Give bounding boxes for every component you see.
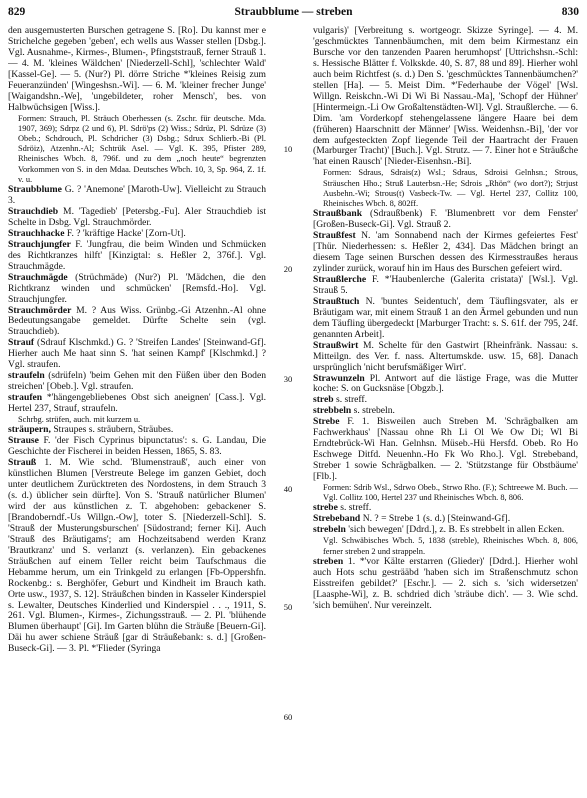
dictionary-entry [8,371,266,393]
dictionary-entry [313,525,578,536]
entry-definition: *'hängengebliebenes Obst sich aneignen' [Cass.]. Vgl. Hertel 237, Strauf, straufeln. [8,392,266,415]
dictionary-entry [8,273,266,306]
entry-definition: N. ? = Strebe 1 (s. d.) [Steinwand-Gf]. [362,513,511,525]
entry-forms-note [313,483,578,503]
dictionary-entry [313,297,578,341]
page-number-left: 829 [8,6,26,18]
entry-continuation [313,26,578,168]
entry-headword: straufeln [8,370,45,382]
dictionary-entry [8,207,266,229]
line-number: 50 [283,602,293,612]
entry-headword: strebe [313,502,338,514]
dictionary-entry [8,436,266,458]
entry-headword: Strauchdieb [8,205,59,217]
entry-headword: Strauchhacke [8,227,65,239]
entry-headword: Strauchjungfer [8,238,71,250]
entry-headword: Straußwirt [313,339,359,351]
entry-forms-note [313,168,578,209]
entry-definition: 'sich bewegen' [Ddrd.], z. B. Es strebbelt in allen Ecken. [348,524,565,536]
entry-headword: strebeln [313,524,346,536]
entry-forms-note [313,536,578,556]
entry-definition: vulgaris)' [Verbreitung s. wortgeogr. Skizze Syringe]. — 4. M. 'geschmücktes Tannenbäumchen, mit dem beim Kirmestanz ein Bursche vor den tanzenden Paaren herumhopst' [Uttrichshsn.-Schl: s. Hessische Blätter f. Volkskde. 40, S. 87, 88 und 89]. Hierher wohl auch beim Richtfest (s. d.) Den S. 'geschmücktes Tannenbäumchen?' stellen [Ha]. — 5. Meist Dim. *'Federhaube der Vögel' [Wsl. Willgn. Reiskchn.-Wi Di Wi Bi Nassau.-Ma], 'Schopf der Hühner' [Hintermeign.-Li Ow Großaltenstädten-Wl]. Vgl. Straußlerche. — 6. Dim. 'am Vorderkopf stehengelassene längere Haare bei dem (früheren) Haarschnitt der Männer' [Wiss. Weidenhsn.-Bi], 'der vor dem aufgesteckten Zopf liegende Teil der Haartracht der Frauen (Marburger Tracht)' [Buch.]. Vgl. Strutz. — 7. Einer hot e Sträußche 'hat einen Rausch' [Nieder-Eisenhsn.-Bi]. [313,26,578,168]
entry-definition: s. streff. [340,502,372,514]
dictionary-entry [313,374,578,396]
entry-definition: (Sdrauf Klschmkd.) G. ? 'Streifen Landes' [Steinwand-Gf]. Hierher auch Me haat sinn S. 'hat seinen Kampf' [Klschmkd.] ? Vgl. straufen. [8,337,266,371]
entry-headword: Strauf [8,337,35,349]
entry-forms-note [8,114,266,185]
right-column [313,26,578,792]
entry-headword: straufen [8,392,43,404]
note-text: Formen: Strauch, Pl. Sträuch Oberhessen (s. Zschr. für deutsche. Mda. 1907, 369); Sdrpz (2 und 6), Pl. Sdrö'ps (2) Wiss.; Sdrüz, Pl. Sdrüze (3) Obeb.; Schdrouch, Pl. Schdricher (3) Dsbg.; Sdrux Schlierb.-Bi (Pl. Sdröiz), Atzenhn.-Al; Schtrük Asel. — Vgl. K. 395, Pfister 289, Rheinisches Wbch. 8, 796f. und zu dem „noch heute“ begrenzten Vorkommen von S. in den Mdaa. Deutsches Wbch. 10, 3, Sp. 964, Z. 1f. v. u. [18,113,266,184]
dictionary-entry [313,341,578,374]
entry-definition: den ausgemusterten Burschen getragene S. [Ro]. Du kannst mer e Strichelche gegeben 'geben', ech wells aus Wasser stellen [Dsbg.]. Vgl. Ausnahme-, Kirmes-, Blumen-, Pfingststrauß, ferner Strauß 1. — 4. M. 'kleines Wäldchen' [Niederzell-Schl], 'schlechter Wald' [Kassel-Ge]. — 5. (Nur?) Pl. dörre Striche *'kleines Reisig zum Feueranzünden' [Wingeshsn.-Wi]. — 6. M. 'kleiner frecher Junge' [Waigandshn.-We], 'ungebildeter, roher Mensch', bes. von Halbwüchsigen [Wiss.]. [8,26,266,113]
entry-headword: streben [313,555,344,567]
page-number-right: 830 [561,6,579,18]
entry-definition: G. ? 'Anemone' [Maroth-Uw]. Vielleicht zu Strauch 3. [8,184,266,206]
entry-definition: M. ? Aus Wiss. Grünbg.-Gi Atzenhn.-Al ohne Bedeutungsangabe gemeldet. Dürfte Schelte sein (vgl. Strauchdieb). [8,304,266,338]
dictionary-entry [8,393,266,415]
entry-definition: N. 'am Sonnabend nach der Kirmes gefeiertes Fest' [Thür. Niederhessen: s. Heßler 2, 434]. Das Mädchen bringt an diesem Tage seinen Burschen dessen des Kirmesstraußes heraus zylinder zurück, worauf hin im Haus des Burschen gefeiert wird. [313,230,578,274]
entry-headword: streb [313,394,334,406]
entry-definition: N. 'buntes Seidentuch', dem Täuflingsvater, als er Bräutigam war, mit einem Strauß 1 an den Ärmel gebunden und nun dem Täufling übergedeckt [Marburger Tracht: s. S. 61f. der 795, 24f. genannten Arbeit]. [313,295,578,340]
entry-definition: F. 1. Bisweilen auch Streben M. 'Schrägbalken am Fachwerkhaus' [Nassau ohne Rh Li Ol We Ow Di; Wl Bi Erndtebrück-Wi Han. Gelnhsn. Müseb.-Hü Hersfd. Obeb. Ro Ho Eschwege Ditfd. Neuenhn.-Ho Fk Wo Rho.]. Vgl. Strebeband, Streber 1 sowie Schrägbalken. — 2. 'Stützstange für Obstbäume' [Flb.]. [313,416,578,483]
entry-headword: Strauchmägde [8,271,68,283]
dictionary-entry [313,417,578,483]
entry-definition: (Sdraußbenk) F. 'Blumenbrett vor dem Fenster' [Großen-Buseck-Gi]. Vgl. Strauß 2. [313,208,578,231]
line-number-gutter [268,26,308,792]
entry-headword: Straußlerche [313,273,367,285]
entry-headword: Strause [8,435,39,447]
dictionary-entry [313,275,578,297]
entry-headword: sträupern, [8,424,51,436]
dictionary-entry [313,209,578,231]
entry-definition: (sdrüfeln) 'beim Gehen mit den Füßen über den Boden streichen' [Obeb.]. Vgl. straufen. [8,370,266,393]
dictionary-entry [8,306,266,339]
note-text: Schrbg. strüfen, auch. mit kurzem u. [18,415,141,425]
entry-definition: (Strüchmäde) (Nur?) Pl. 'Mädchen, die den Richtkranz winden und schmücken' [Remsfd.-Ho]. Vgl. Strauchjungfer. [8,271,266,305]
entry-headword: Strebeband [313,513,361,525]
entry-continuation [8,26,266,114]
entry-headword: strebbeln [313,405,352,417]
line-number: 40 [283,484,293,494]
entry-definition: Straupes s. sträubern, Sträubes. [53,424,174,436]
entry-definition: F. 'Jungfrau, die beim Winden und Schmücken des Richtkranzes hilft' [Kinzigtal: s. Heßler 2, 376f.]. Vgl. Strauchmägde. [8,238,266,272]
note-text: Formen: Sdrib Wsl., Sdrwo Obeb., Strwo Rho. (F.); Schtreewe M. Buch. — Vgl. Collitz 100, Hertel 237 und Rheinisches Wbch. 8, 806. [323,483,578,503]
entry-definition: F. ? 'kräftige Hacke' [Zorn-Ut]. [66,227,186,239]
entry-definition: M. 'Tagedieb' [Petersbg.-Fu]. Aler Strauchdieb ist Schelte in Dsbg. Vgl. Strauchmörder. [8,205,266,228]
entry-headword: Straubblume [8,184,62,196]
entry-definition: F. 'der Fisch Cyprinus bipunctatus': s. G. Landau, Die Geschichte der Fischerei in beiden Hessen, 1865, S. 83. [8,435,266,458]
entry-definition: 1. *'vor Kälte erstarren (Glieder)' [Ddrd.]. Hierher wohl auch Hots schu gesträäbd 'haben sich im Straßenschmutz schon Eisstreifen gebildet?' [Eschr.]. — 2. sich s. 'sich widersetzen' [Laasphe-Wi], z. B. schdried dich 'sträube dich'. — 3. Wie schd. 'sich bemühen'. Nur vereinzelt. [313,555,578,611]
entry-headword: Strauchmörder [8,304,72,316]
line-number: 10 [283,144,293,154]
entry-headword: Straußbank [313,208,363,220]
line-number: 20 [283,264,293,274]
entry-definition: s. strebeln. [353,405,395,417]
dictionary-entry [8,240,266,273]
entry-definition: Pl. Antwort auf die lästige Frage, was die Mutter koche: S. on Gucksnäse [Obgzb.]. [313,372,578,395]
dictionary-entry [313,557,578,612]
line-number: 60 [283,712,293,722]
dictionary-entry [313,231,578,275]
entry-headword: Straußfest [313,230,356,242]
entry-definition: M. Schelte für den Gastwirt [Rheinfränk. Nassau: s. Mitteilgn. des Ver. f. nass. Altertumskde. usw. 15, 68]. Danach ursprünglich 'nicht berufsmäßiger Wirt'. [313,339,578,373]
running-title: Straubblume — streben [234,6,353,18]
note-text: Formen: Sdraus, Sdrais(z) Wsl.; Sdraus, Sdroisi Gelnhsn.; Strous, Sträuschen Hho.; Struß Lauterbsn.-He; Sdrois „Rhön“ (wo dort?); Strjust Ausbehn.-Wi; Strous(t) Vasbeck-Tw. — Vgl. Hertel 237, Collitz 100, Rheinisches Wbch. 8, 802ff. [323,168,578,208]
dictionary-entry [8,458,266,655]
line-number: 30 [283,374,293,384]
entry-headword: Strawunzeln [313,372,365,384]
note-text: Vgl. Schwäbisches Wbch. 5, 1838 (streble), Rheinisches Wbch. 8, 806, ferner streben 2 und strappeln. [323,536,578,556]
entry-definition: 1. M. Wie schd. 'Blumenstrauß', auch einer von künstlichen Blumen [Verstreute Belege im ganzen Gebiet, doch unter deutlichem Zurücktreten des Nordostens, in dem Strauch 3 (s. d.) üblicher sein dürfte]. Von S. 'Strauß natürlicher Blumen' wird der aus künstlichen z. T. abgehoben: gebackener S. [Brandoberndf.-Us Willgn.-Ow], toter S. [Niederzell-Schl]. S. 'Strauß der Musterungsburschen' [Südostrand; ferner Ki]. Auch 'Strauß des Bräutigams'; am Hochzeitsabend werden Kranz 'Brautkranz' und S. verlanzt (s. verlanzen). Ein gebackenes Sträußchen auf einem Teller reicht beim Taufschmaus die Hebamme herum, um ein Trinkgeld zu erlangen [Fb-Oppershfn. Rockenbg.: s. Berghöfer, Geburt und Kindheit im Brauch kath. Orte usw., 1937, S. 12]. Sträußchen binden in Kasseler Kinderspiel s. Lewalter, Deutsches Kinderlied und Kinderspiel . . ., 1911, S. 261. Vgl. Blumen-, Kirmes-, Zichungsstrauß. — 2. Pl. 'blühende Blumen überhaupt' [Gi]. Im Garten blühn die Sträuße [Beuern-Gi]. Däi hu awer schiene Sträuß [gar di Sträußebank: s. d.] [Großen-Buseck-Gi]. — 3. Pl. *'Flieder (Syringa [8,457,266,655]
entry-headword: Strebe [313,416,340,428]
page-header [8,6,579,22]
dictionary-entry [8,338,266,371]
entry-headword: Straußtuch [313,295,360,307]
dictionary-entry [8,185,266,207]
entry-definition: F. *'Haubenlerche (Galerita cristata)' [Wsl.]. Vgl. Strauß 5. [313,273,578,296]
entry-definition: s. streff. [336,394,368,406]
left-column [8,26,266,792]
entry-headword: Strauß [8,457,37,469]
